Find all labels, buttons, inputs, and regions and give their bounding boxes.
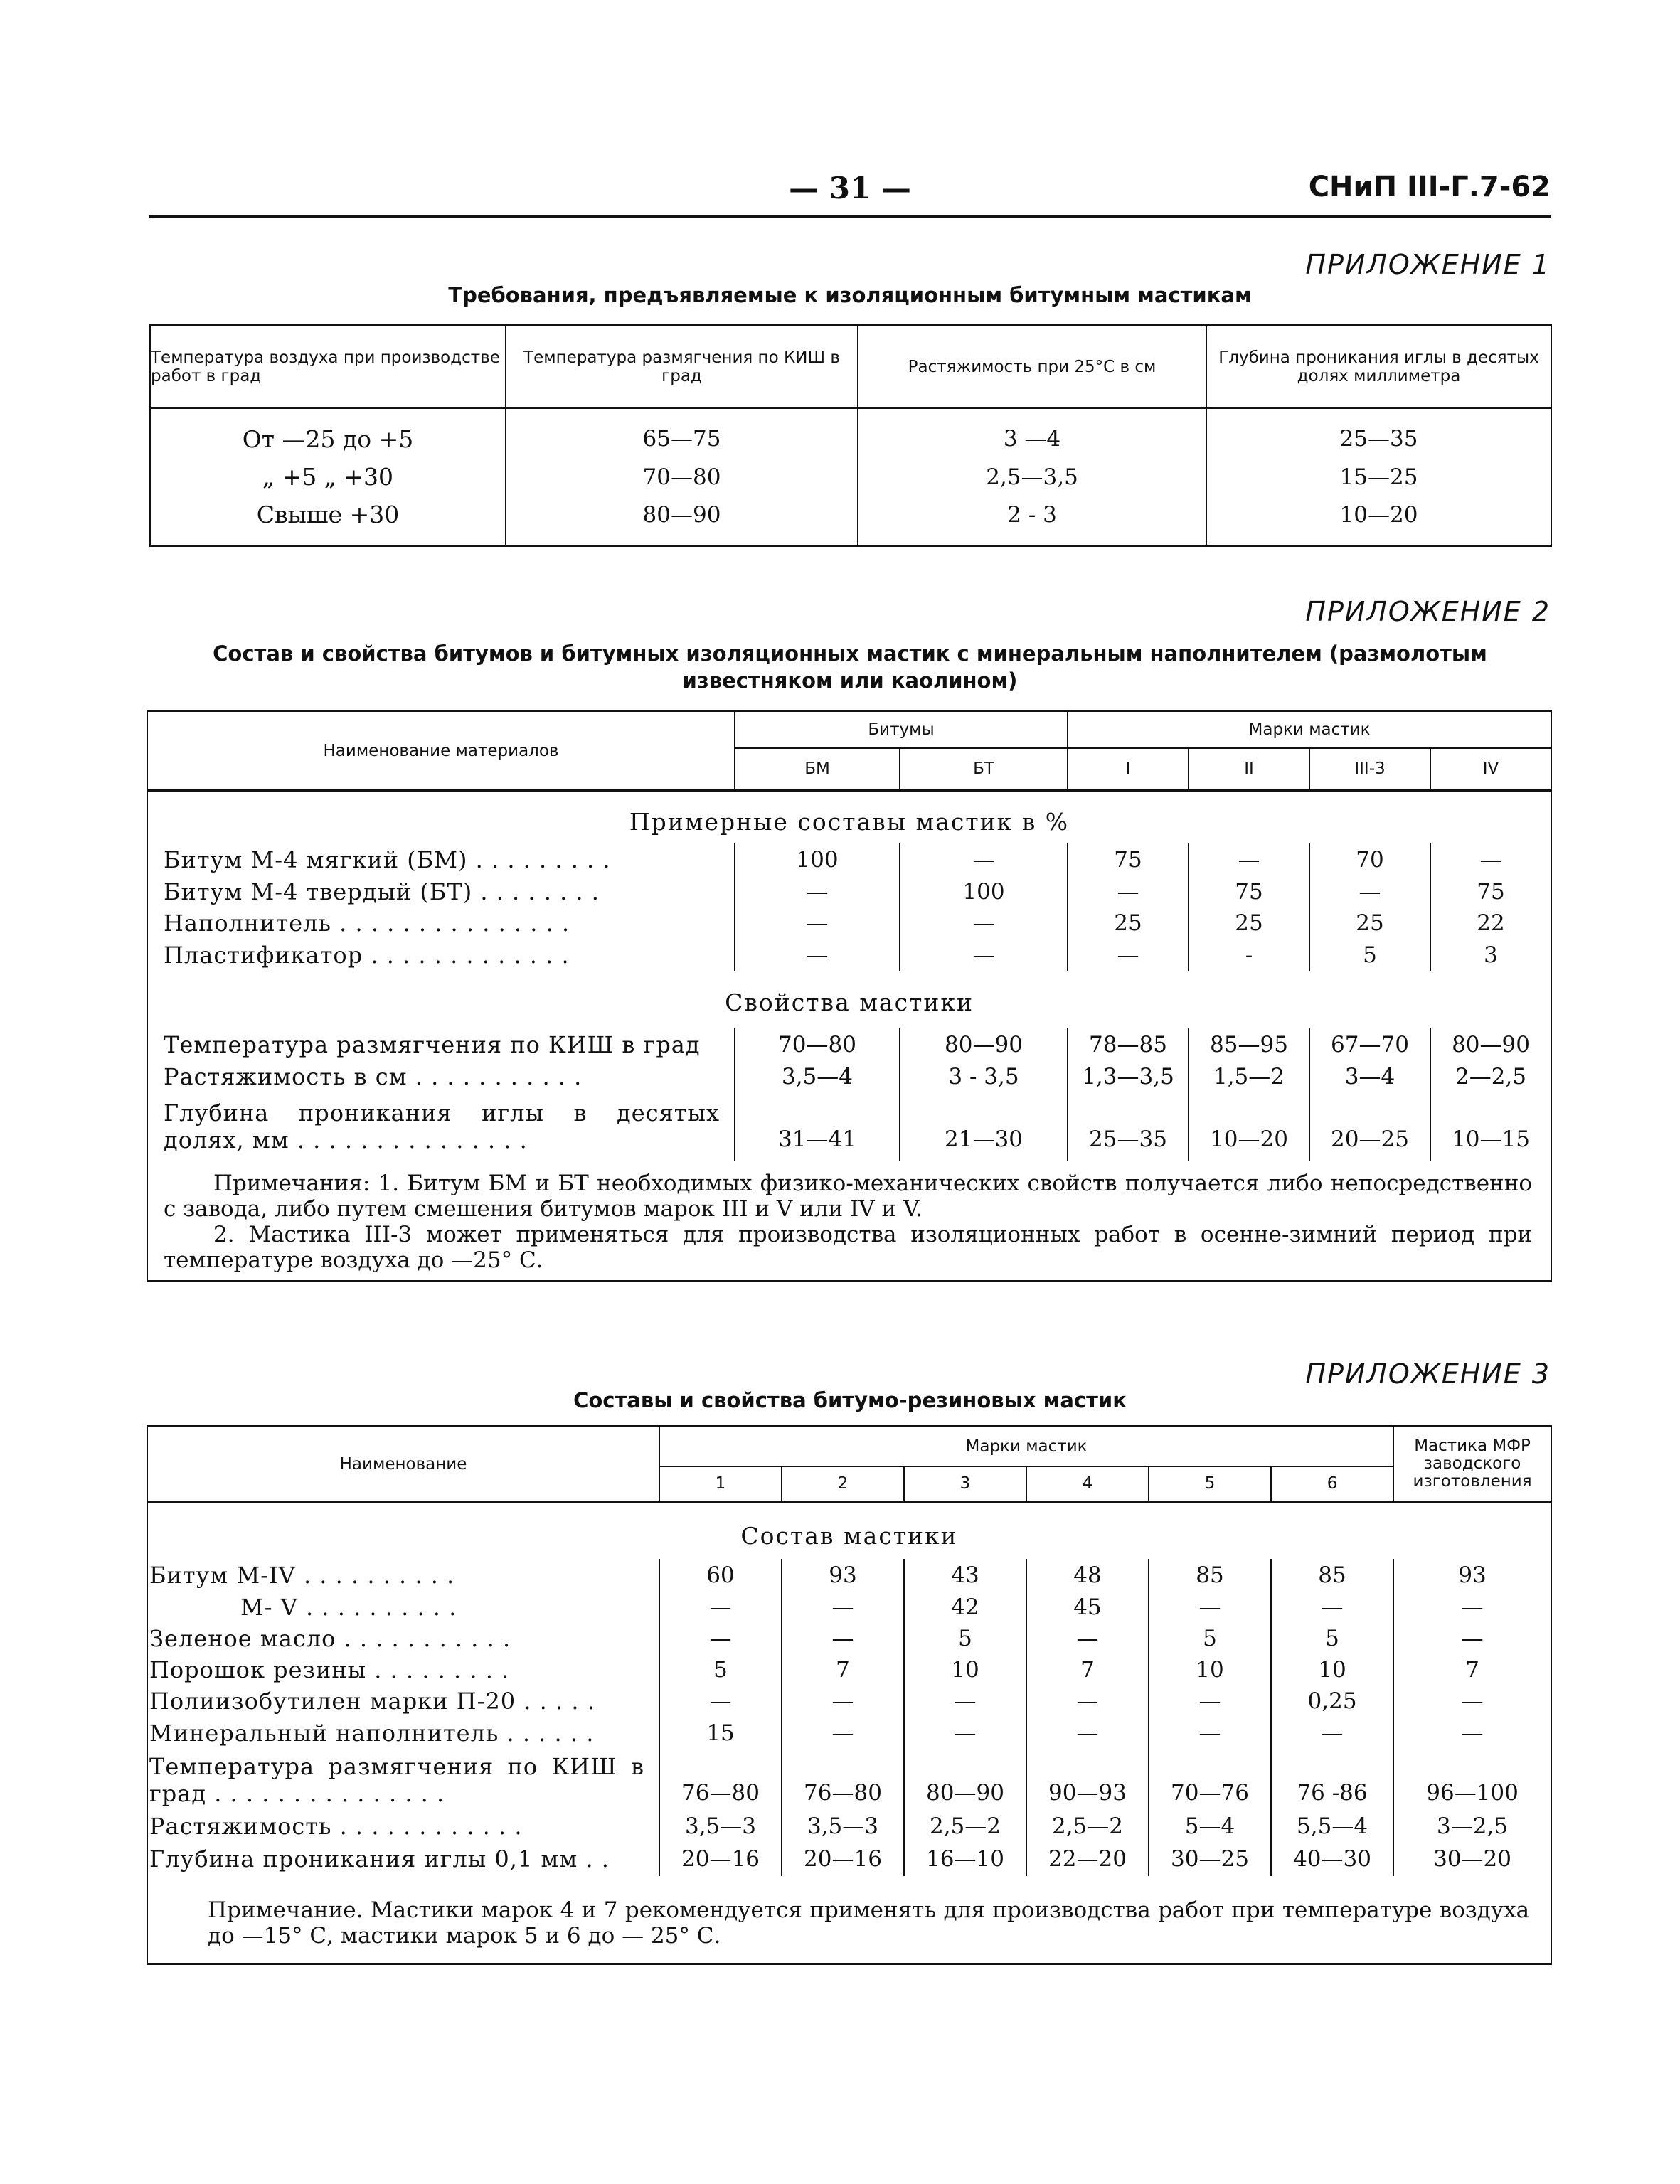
table-cell: — bbox=[1461, 1594, 1484, 1620]
table-cell: — bbox=[1026, 1717, 1149, 1749]
table-cell: 48 bbox=[1026, 1559, 1149, 1592]
row-label: Наполнитель . . . . . . . . . . . . . . . bbox=[147, 907, 735, 939]
table-cell: 75 bbox=[1477, 878, 1505, 905]
col-header: IV bbox=[1430, 748, 1551, 791]
table-row bbox=[150, 496, 1551, 546]
table-cell: 3—2,5 bbox=[1437, 1813, 1509, 1839]
col-header: 2 bbox=[782, 1466, 904, 1502]
table-cell: 30—25 bbox=[1149, 1842, 1271, 1876]
table-cell: 85 bbox=[1271, 1559, 1393, 1592]
appendix-2-table bbox=[147, 710, 1552, 1282]
col-header: Наименование материалов bbox=[147, 711, 735, 791]
table-cell: 75 bbox=[1189, 876, 1309, 907]
table-cell: 100 bbox=[900, 876, 1068, 907]
row-label: Глубина проникания иглы в десятых долях, мм . . . . . . . . . . . . . . . bbox=[147, 1092, 735, 1161]
table-cell: — bbox=[782, 1685, 904, 1717]
col-header: II bbox=[1189, 748, 1309, 791]
table-cell: „ +5 „ +30 bbox=[150, 458, 506, 496]
table-row bbox=[147, 1811, 1551, 1842]
row-label: Полиизобутилен марки П-20 . . . . . bbox=[147, 1685, 659, 1717]
group-heading: Свойства мастики bbox=[725, 989, 974, 1016]
table-cell: — bbox=[1461, 1688, 1484, 1714]
row-label: Битум М-4 мягкий (БМ) . . . . . . . . . bbox=[147, 843, 735, 876]
table-row bbox=[147, 1749, 1551, 1811]
table-cell: 20—16 bbox=[782, 1842, 904, 1876]
document-code: СНиП III-Г.7-62 bbox=[1308, 171, 1551, 203]
row-label: Растяжимость . . . . . . . . . . . . bbox=[147, 1811, 659, 1842]
table-row bbox=[147, 1028, 1551, 1061]
table-cell: 93 bbox=[1458, 1562, 1487, 1588]
table-cell: — bbox=[900, 907, 1068, 939]
row-label: Зеленое масло . . . . . . . . . . . bbox=[147, 1623, 659, 1654]
col-header: I bbox=[1068, 748, 1189, 791]
row-label: Минеральный наполнитель . . . . . . bbox=[147, 1717, 659, 1749]
row-label: Пластификатор . . . . . . . . . . . . . bbox=[147, 939, 735, 971]
appendix-3-notes bbox=[147, 1876, 1551, 1964]
table-cell: 80—90 bbox=[1452, 1031, 1530, 1058]
table-cell: — bbox=[1461, 1625, 1484, 1651]
table-cell: — bbox=[904, 1717, 1026, 1749]
row-label: Битум М-4 твердый (БТ) . . . . . . . . bbox=[147, 876, 735, 907]
table-cell: 3,5—4 bbox=[735, 1061, 900, 1092]
table-cell: 78—85 bbox=[1068, 1028, 1189, 1061]
col-header: Глубина проникания иглы в десятых долях миллиметра bbox=[1206, 326, 1551, 408]
table-cell: 80—90 bbox=[900, 1028, 1068, 1061]
table-cell: 7 bbox=[1026, 1654, 1149, 1685]
table-cell: 20—16 bbox=[659, 1842, 782, 1876]
table-cell: 5—4 bbox=[1149, 1811, 1271, 1842]
table-cell: — bbox=[1149, 1685, 1271, 1717]
table-cell: 7 bbox=[782, 1654, 904, 1685]
table-row bbox=[147, 1842, 1551, 1876]
table-cell: 21—30 bbox=[900, 1092, 1068, 1161]
table-cell: — bbox=[1068, 939, 1189, 971]
page-number: — 31 — bbox=[789, 171, 911, 206]
table-cell: 5 bbox=[659, 1654, 782, 1685]
col-header: 1 bbox=[659, 1466, 782, 1502]
table-cell: — bbox=[735, 907, 900, 939]
table-cell: 16—10 bbox=[904, 1842, 1026, 1876]
table-cell: 31—41 bbox=[735, 1092, 900, 1161]
table-row bbox=[147, 1717, 1551, 1749]
table-cell: 65—75 bbox=[506, 408, 858, 458]
table-cell: 80—90 bbox=[506, 496, 858, 546]
table-cell: — bbox=[782, 1592, 904, 1623]
appendix-2-title: Состав и свойства битумов и битумных изоляционных мастик с минеральным наполнителем (размолотым известняком или каолином) bbox=[213, 641, 1487, 693]
row-label: М- V . . . . . . . . . . bbox=[147, 1592, 659, 1623]
table-cell: 10—15 bbox=[1452, 1126, 1530, 1152]
table-cell: От —25 до +5 bbox=[150, 408, 506, 458]
table-cell: 5 bbox=[1149, 1623, 1271, 1654]
table-cell: 3 bbox=[1484, 942, 1498, 968]
appendix-3-label: ПРИЛОЖЕНИЕ 3 bbox=[1305, 1358, 1551, 1390]
table-cell: — bbox=[1309, 876, 1430, 907]
appendix-1-title: Требования, предъявляемые к изоляционным битумным мастикам bbox=[448, 283, 1252, 307]
col-header: БТ bbox=[900, 748, 1068, 791]
table-cell: 70—80 bbox=[735, 1028, 900, 1061]
table-row bbox=[147, 1559, 1551, 1592]
table-row bbox=[147, 1654, 1551, 1685]
table-cell: — bbox=[659, 1592, 782, 1623]
row-label: Температура размягчения по КИШ в град . . . . . . . . . . . . . . . bbox=[147, 1749, 659, 1811]
appendix-3-title: Составы и свойства битумо-резиновых мастик bbox=[573, 1388, 1127, 1412]
table-cell: — bbox=[900, 843, 1068, 876]
marks-header: Марки мастик bbox=[1068, 711, 1551, 748]
table-cell: 0,25 bbox=[1271, 1685, 1393, 1717]
page-header bbox=[149, 171, 1551, 220]
appendix-2-notes bbox=[147, 1161, 1551, 1282]
table-cell: 2,5—2 bbox=[1026, 1811, 1149, 1842]
table-cell: 15—25 bbox=[1339, 464, 1418, 490]
group-heading: Состав мастики bbox=[740, 1521, 958, 1550]
table-cell: 25 bbox=[1309, 907, 1430, 939]
table-cell: 70—76 bbox=[1149, 1749, 1271, 1811]
table-cell: — bbox=[1189, 843, 1309, 876]
row-label: Глубина проникания иглы 0,1 мм . . bbox=[147, 1842, 659, 1876]
table-cell: 20—25 bbox=[1309, 1092, 1430, 1161]
row-label: Порошок резины . . . . . . . . . bbox=[147, 1654, 659, 1685]
table-cell: 3 - 3,5 bbox=[900, 1061, 1068, 1092]
table-cell: — bbox=[782, 1623, 904, 1654]
table-cell: 5 bbox=[1309, 939, 1430, 971]
table-cell: 1,5—2 bbox=[1189, 1061, 1309, 1092]
table-cell: 2—2,5 bbox=[1455, 1063, 1527, 1090]
table-cell: 90—93 bbox=[1026, 1749, 1149, 1811]
table-cell: 100 bbox=[735, 843, 900, 876]
table-cell: 10 bbox=[904, 1654, 1026, 1685]
table-cell: 93 bbox=[782, 1559, 904, 1592]
table-cell: — bbox=[1149, 1717, 1271, 1749]
table-cell: — bbox=[735, 939, 900, 971]
appendix-3-table bbox=[147, 1425, 1552, 1965]
col-header: 5 bbox=[1149, 1466, 1271, 1502]
table-cell: 85—95 bbox=[1189, 1028, 1309, 1061]
table-row bbox=[147, 1061, 1551, 1092]
table-cell: 80—90 bbox=[904, 1749, 1026, 1811]
col-header: Температура воздуха при производстве работ в град bbox=[150, 326, 506, 408]
col-header: III-3 bbox=[1309, 748, 1430, 791]
table-cell: 15 bbox=[659, 1717, 782, 1749]
table-cell: 2,5—2 bbox=[904, 1811, 1026, 1842]
table-cell: 45 bbox=[1026, 1592, 1149, 1623]
table-cell: — bbox=[782, 1717, 904, 1749]
table-cell: — bbox=[900, 939, 1068, 971]
table-row bbox=[147, 907, 1551, 939]
table-cell: 22 bbox=[1477, 910, 1505, 936]
table-cell: 60 bbox=[659, 1559, 782, 1592]
table-cell: 96—100 bbox=[1426, 1779, 1519, 1806]
table-cell: Свыше +30 bbox=[150, 496, 506, 546]
table-cell: 25—35 bbox=[1339, 426, 1418, 452]
table-cell: 43 bbox=[904, 1559, 1026, 1592]
table-row bbox=[147, 1092, 1551, 1161]
table-cell: 3,5—3 bbox=[659, 1811, 782, 1842]
table-cell: 40—30 bbox=[1271, 1842, 1393, 1876]
table-cell: — bbox=[904, 1685, 1026, 1717]
table-cell: 85 bbox=[1149, 1559, 1271, 1592]
table-cell: — bbox=[1026, 1685, 1149, 1717]
table-cell: 10—20 bbox=[1339, 501, 1418, 528]
col-header: Температура размягчения по КИШ в град bbox=[506, 326, 858, 408]
table-cell: — bbox=[659, 1685, 782, 1717]
table-cell: 1,3—3,5 bbox=[1068, 1061, 1189, 1092]
table-cell: 25 bbox=[1189, 907, 1309, 939]
table-cell: 22—20 bbox=[1026, 1842, 1149, 1876]
table-cell: 10 bbox=[1149, 1654, 1271, 1685]
table-cell: 10—20 bbox=[1189, 1092, 1309, 1161]
table-cell: — bbox=[1271, 1592, 1393, 1623]
row-label: Температура размягчения по КИШ в град bbox=[147, 1028, 735, 1061]
table-cell: 2,5—3,5 bbox=[858, 458, 1206, 496]
table-cell: 75 bbox=[1068, 843, 1189, 876]
table-row bbox=[150, 408, 1551, 458]
table-cell: 3 —4 bbox=[858, 408, 1206, 458]
table-cell: — bbox=[1068, 876, 1189, 907]
table-cell: 67—70 bbox=[1309, 1028, 1430, 1061]
header-rule bbox=[149, 215, 1551, 218]
table-row bbox=[150, 458, 1551, 496]
table-cell: 70—80 bbox=[506, 458, 858, 496]
row-label: Битум М-IV . . . . . . . . . . bbox=[147, 1559, 659, 1592]
table-cell: — bbox=[1026, 1623, 1149, 1654]
table-cell: - bbox=[1189, 939, 1309, 971]
appendix-1-label: ПРИЛОЖЕНИЕ 1 bbox=[1305, 249, 1551, 280]
table-cell: 42 bbox=[904, 1592, 1026, 1623]
table-row bbox=[147, 1623, 1551, 1654]
col-header: Растяжимость при 25°С в см bbox=[858, 326, 1206, 408]
note-2: 2. Мастика III-3 может применяться для производства изоляционных работ в осенне-зимний период при температуре воздуха до —25° С. bbox=[164, 1221, 1533, 1273]
bitumens-header: Битумы bbox=[735, 711, 1068, 748]
note-1: Примечания: 1. Битум БМ и БТ необходимых физико-механических свойств получается либо непосредственно с завода, либо путем смешения битумов марок III и V или IV и V. bbox=[164, 1170, 1533, 1222]
table-cell: 25—35 bbox=[1068, 1092, 1189, 1161]
table-cell: — bbox=[1149, 1592, 1271, 1623]
table-cell: — bbox=[1271, 1717, 1393, 1749]
group-heading: Примерные составы мастик в % bbox=[629, 807, 1070, 836]
table-cell: 3—4 bbox=[1309, 1061, 1430, 1092]
table-row bbox=[147, 1685, 1551, 1717]
table-cell: 3,5—3 bbox=[782, 1811, 904, 1842]
table-cell: — bbox=[735, 876, 900, 907]
row-label: Растяжимость в см . . . . . . . . . . . bbox=[147, 1061, 735, 1092]
table-cell: 2 - 3 bbox=[858, 496, 1206, 546]
table-row bbox=[147, 843, 1551, 876]
mfr-header: Мастика МФР заводского изготовления bbox=[1393, 1427, 1551, 1502]
table-cell: 76 -86 bbox=[1271, 1749, 1393, 1811]
col-header: 4 bbox=[1026, 1466, 1149, 1502]
table-cell: 76—80 bbox=[659, 1749, 782, 1811]
table-row bbox=[147, 876, 1551, 907]
marks-header: Марки мастик bbox=[659, 1427, 1393, 1466]
table-cell: — bbox=[1461, 1720, 1484, 1746]
col-header: БМ bbox=[735, 748, 900, 791]
table-cell: 30—20 bbox=[1433, 1845, 1512, 1872]
table-cell: 25 bbox=[1068, 907, 1189, 939]
table-row bbox=[147, 939, 1551, 971]
table-cell: — bbox=[1479, 846, 1502, 873]
table-cell: 10 bbox=[1271, 1654, 1393, 1685]
table-cell: 5 bbox=[904, 1623, 1026, 1654]
appendix-1-table bbox=[149, 324, 1552, 547]
col-header: 6 bbox=[1271, 1466, 1393, 1502]
note-3: Примечание. Мастики марок 4 и 7 рекомендуется применять для производства работ при температуре воздуха до —15° С, мастики марок 5 и 6 до — 25° С. bbox=[208, 1897, 1530, 1949]
appendix-2-label: ПРИЛОЖЕНИЕ 2 bbox=[1305, 596, 1551, 627]
table-cell: 7 bbox=[1465, 1656, 1479, 1683]
col-header: 3 bbox=[904, 1466, 1026, 1502]
table-cell: 5,5—4 bbox=[1271, 1811, 1393, 1842]
col-header: Наименование bbox=[147, 1427, 659, 1502]
table-cell: — bbox=[659, 1623, 782, 1654]
table-cell: 5 bbox=[1271, 1623, 1393, 1654]
table-cell: 76—80 bbox=[782, 1749, 904, 1811]
table-row bbox=[147, 1592, 1551, 1623]
table-cell: 70 bbox=[1309, 843, 1430, 876]
